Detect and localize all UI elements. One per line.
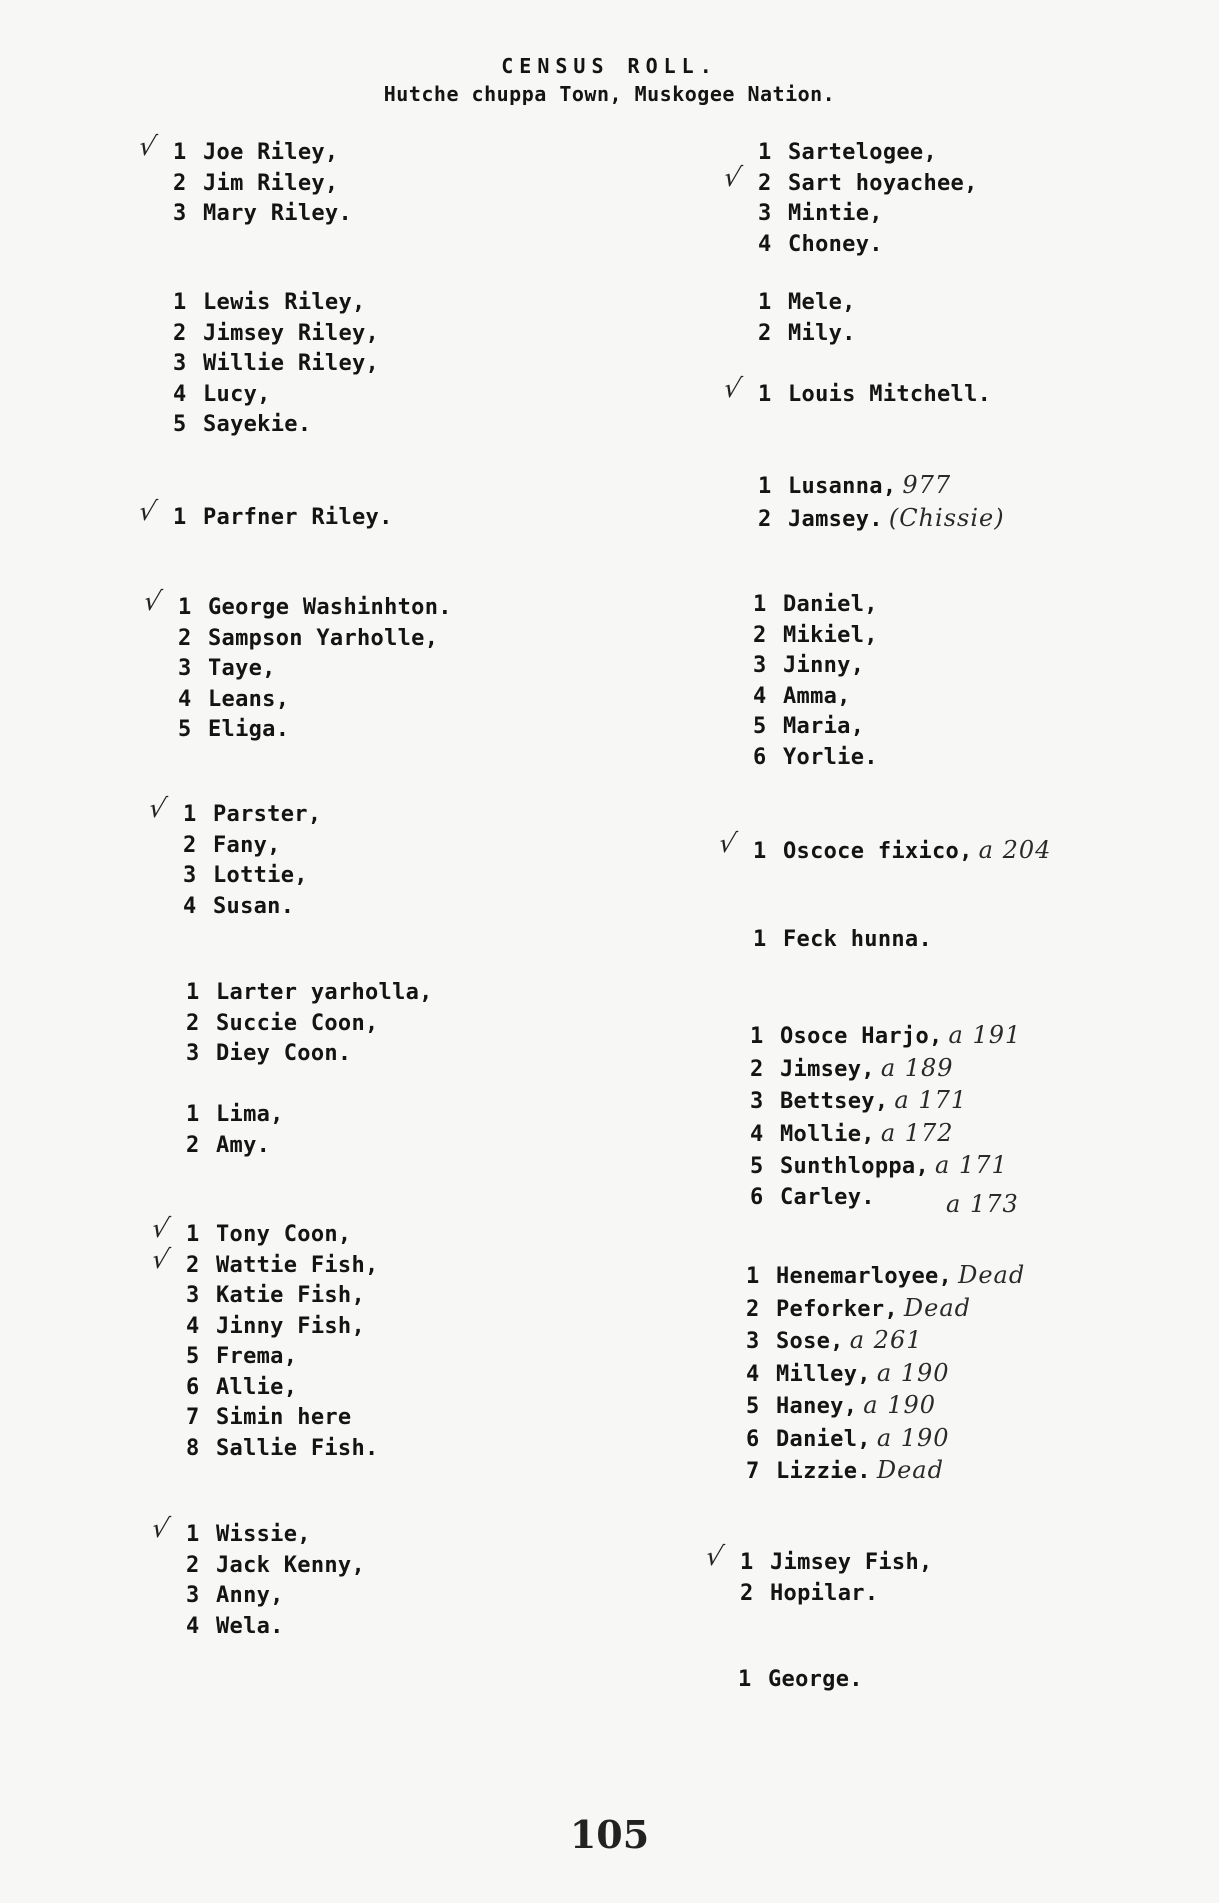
entry-name: Hopilar. bbox=[770, 1580, 879, 1606]
entry-number: 5 bbox=[746, 1394, 760, 1419]
roll-entry bbox=[715, 829, 1052, 868]
roll-entry bbox=[186, 1342, 379, 1373]
document-title: CENSUS ROLL. bbox=[501, 54, 718, 78]
entry-number: 1 bbox=[746, 1264, 760, 1289]
name-group bbox=[750, 1020, 1022, 1218]
handwritten-note: Dead bbox=[876, 1456, 944, 1484]
entry-name: Jinny Fish, bbox=[216, 1313, 365, 1339]
entry-name: Sallie Fish. bbox=[216, 1435, 379, 1461]
handwritten-note: 977 bbox=[902, 471, 952, 499]
entry-number: 3 bbox=[183, 863, 197, 888]
check-mark-icon: √ bbox=[145, 794, 170, 824]
handwritten-note: a 190 bbox=[876, 1423, 950, 1452]
roll-entry bbox=[186, 1551, 365, 1582]
roll-entry bbox=[740, 1579, 933, 1610]
roll-entry bbox=[135, 497, 393, 534]
entry-number: 6 bbox=[746, 1426, 760, 1452]
entry-name: Oscoce fixico, bbox=[783, 839, 973, 864]
handwritten-note: a 189 bbox=[880, 1053, 954, 1082]
entry-name: Lizzie. bbox=[776, 1459, 871, 1484]
document-header bbox=[0, 52, 1219, 108]
entry-name: Lima, bbox=[216, 1102, 284, 1127]
entry-number: 2 bbox=[186, 1552, 200, 1578]
entry-name: Lucy, bbox=[203, 381, 271, 407]
roll-entry bbox=[750, 1020, 1021, 1053]
entry-name: Leans, bbox=[208, 686, 290, 712]
roll-entry bbox=[183, 831, 321, 862]
document-subtitle: Hutche chuppa Town, Muskogee Nation. bbox=[383, 82, 836, 106]
entry-number: 6 bbox=[186, 1374, 200, 1400]
entry-number: 1 bbox=[753, 839, 767, 864]
entry-number: 5 bbox=[173, 412, 187, 437]
handwritten-note: (Chissie) bbox=[888, 503, 1005, 532]
handwritten-note: a 190 bbox=[863, 1391, 937, 1419]
name-group bbox=[738, 1665, 863, 1696]
entry-name: Sampson Yarholle, bbox=[208, 625, 439, 651]
entry-name: Wissie, bbox=[216, 1522, 311, 1547]
entry-name: Wela. bbox=[216, 1613, 284, 1639]
entry-name: Daniel, bbox=[783, 592, 878, 617]
roll-entry bbox=[758, 138, 978, 169]
entry-number: 1 bbox=[173, 140, 187, 165]
roll-entry bbox=[750, 1150, 1021, 1183]
entry-number: 1 bbox=[753, 927, 767, 952]
name-group bbox=[753, 925, 932, 956]
entry-name: Anny, bbox=[216, 1583, 284, 1608]
roll-entry bbox=[173, 199, 352, 230]
entry-number: 3 bbox=[173, 201, 187, 226]
entry-name: Carley. bbox=[780, 1184, 875, 1210]
entry-name: Parster, bbox=[213, 802, 322, 827]
entry-name: Milley, bbox=[776, 1361, 871, 1387]
roll-entry bbox=[173, 288, 379, 319]
entry-name: Peforker, bbox=[776, 1296, 898, 1322]
entry-number: 1 bbox=[758, 140, 772, 165]
entry-name: Lusanna, bbox=[788, 474, 897, 499]
entry-name: Sartelogee, bbox=[788, 140, 937, 165]
roll-entry bbox=[148, 1244, 379, 1282]
entry-number: 2 bbox=[758, 170, 772, 196]
name-group bbox=[753, 590, 878, 773]
name-group bbox=[715, 829, 1052, 868]
roll-entry bbox=[173, 380, 379, 411]
roll-entry bbox=[746, 1293, 1025, 1326]
roll-entry bbox=[183, 861, 321, 892]
roll-entry bbox=[753, 743, 878, 774]
entry-number: 4 bbox=[183, 893, 197, 919]
entry-number: 4 bbox=[186, 1613, 200, 1639]
entry-number: 7 bbox=[186, 1405, 200, 1430]
entry-number: 3 bbox=[173, 351, 187, 376]
entry-name: Jim Riley, bbox=[203, 170, 339, 196]
roll-entry bbox=[746, 1358, 1025, 1391]
entry-name: Jinny, bbox=[783, 653, 865, 678]
roll-entry bbox=[746, 1390, 1025, 1423]
entry-number: 3 bbox=[186, 1583, 200, 1608]
entry-number: 1 bbox=[750, 1024, 764, 1049]
entry-name: Frema, bbox=[216, 1344, 298, 1369]
entry-name: Joe Riley, bbox=[203, 140, 339, 165]
entry-number: 4 bbox=[173, 381, 187, 407]
roll-entry bbox=[135, 132, 352, 169]
entry-number: 2 bbox=[173, 320, 187, 346]
entry-number: 1 bbox=[173, 505, 187, 530]
entry-number: 4 bbox=[746, 1361, 760, 1387]
entry-name: Mikiel, bbox=[783, 622, 878, 648]
entry-name: Amy. bbox=[216, 1132, 271, 1158]
roll-entry bbox=[746, 1423, 1025, 1456]
roll-entry bbox=[173, 410, 379, 441]
entry-name: Simin here bbox=[216, 1405, 352, 1430]
entry-name: Jamsey. bbox=[788, 506, 883, 532]
entry-name: Yorlie. bbox=[783, 744, 878, 770]
name-group bbox=[173, 288, 379, 441]
entry-name: Henemarloyee, bbox=[776, 1264, 953, 1289]
name-group bbox=[720, 374, 992, 411]
entry-name: Jack Kenny, bbox=[216, 1552, 365, 1578]
roll-entry bbox=[738, 1665, 863, 1696]
entry-name: Osoce Harjo, bbox=[780, 1024, 943, 1049]
entry-number: 2 bbox=[183, 832, 197, 858]
roll-entry bbox=[750, 1183, 1021, 1218]
entry-name: Louis Mitchell. bbox=[788, 382, 992, 407]
roll-entry bbox=[186, 1312, 379, 1343]
entry-name: Daniel, bbox=[776, 1426, 871, 1452]
entry-name: Sart hoyachee, bbox=[788, 170, 978, 196]
entry-number: 1 bbox=[758, 290, 772, 315]
handwritten-note: a 172 bbox=[880, 1118, 954, 1147]
name-group bbox=[746, 1260, 1025, 1488]
entry-number: 2 bbox=[186, 1010, 200, 1036]
entry-name: Mele, bbox=[788, 290, 856, 315]
entry-name: Maria, bbox=[783, 714, 865, 739]
entry-number: 1 bbox=[740, 1550, 754, 1575]
roll-entry bbox=[720, 374, 992, 411]
roll-entry bbox=[758, 470, 1005, 503]
entry-name: Eliga. bbox=[208, 717, 290, 742]
roll-entry bbox=[758, 319, 856, 350]
entry-number: 1 bbox=[758, 382, 772, 407]
entry-number: 6 bbox=[753, 744, 767, 770]
roll-entry bbox=[173, 169, 352, 200]
check-mark-icon: √ bbox=[702, 1542, 727, 1572]
check-mark-icon: √ bbox=[135, 132, 160, 162]
check-mark-icon: √ bbox=[148, 1514, 173, 1544]
entry-number: 2 bbox=[758, 320, 772, 346]
handwritten-note: a 261 bbox=[849, 1326, 923, 1354]
name-group bbox=[758, 470, 1005, 535]
roll-entry bbox=[753, 682, 878, 713]
name-group bbox=[720, 138, 978, 260]
entry-name: Taye, bbox=[208, 656, 276, 681]
entry-number: 4 bbox=[178, 686, 192, 712]
entry-name: Succie Coon, bbox=[216, 1010, 379, 1036]
roll-entry bbox=[753, 925, 932, 956]
entry-number: 2 bbox=[186, 1252, 200, 1278]
entry-number: 1 bbox=[178, 595, 192, 620]
entry-number: 4 bbox=[750, 1121, 764, 1147]
entry-number: 3 bbox=[746, 1329, 760, 1354]
roll-entry bbox=[746, 1455, 1025, 1488]
entry-number: 3 bbox=[178, 656, 192, 681]
roll-entry bbox=[758, 288, 856, 319]
name-group bbox=[702, 1542, 933, 1609]
entry-name: Lottie, bbox=[213, 863, 308, 888]
entry-name: Choney. bbox=[788, 231, 883, 257]
roll-entry bbox=[186, 978, 433, 1009]
entry-number: 1 bbox=[183, 802, 197, 827]
entry-number: 3 bbox=[753, 653, 767, 678]
entry-name: Fany, bbox=[213, 832, 281, 858]
entry-name: Amma, bbox=[783, 683, 851, 709]
roll-entry bbox=[746, 1325, 1025, 1358]
roll-entry bbox=[753, 712, 878, 743]
roll-entry bbox=[746, 1260, 1025, 1293]
name-group bbox=[186, 1100, 284, 1161]
roll-entry bbox=[145, 794, 322, 831]
entry-number: 5 bbox=[186, 1344, 200, 1369]
entry-name: Feck hunna. bbox=[783, 927, 932, 952]
name-group bbox=[140, 587, 452, 746]
roll-entry bbox=[186, 1373, 379, 1404]
roll-entry bbox=[750, 1085, 1021, 1118]
entry-number: 5 bbox=[178, 717, 192, 742]
entry-name: Haney, bbox=[776, 1394, 858, 1419]
check-mark-icon: √ bbox=[720, 162, 745, 193]
entry-name: Sose, bbox=[776, 1329, 844, 1354]
check-mark-icon: √ bbox=[148, 1244, 173, 1275]
entry-name: Bettsey, bbox=[780, 1089, 889, 1114]
roll-entry bbox=[758, 230, 978, 261]
entry-number: 6 bbox=[750, 1184, 764, 1210]
roll-entry bbox=[753, 590, 878, 621]
entry-name: George Washinhton. bbox=[208, 595, 452, 620]
roll-entry bbox=[148, 1514, 365, 1551]
roll-entry bbox=[186, 1612, 365, 1643]
roll-entry bbox=[186, 1581, 365, 1612]
entry-number: 5 bbox=[750, 1154, 764, 1179]
entry-number: 5 bbox=[753, 714, 767, 739]
entry-number: 1 bbox=[738, 1667, 752, 1692]
roll-entry bbox=[758, 199, 978, 230]
roll-entry bbox=[758, 503, 1005, 536]
entry-name: Jimsey Fish, bbox=[770, 1550, 933, 1575]
entry-number: 3 bbox=[750, 1089, 764, 1114]
entry-number: 2 bbox=[186, 1132, 200, 1158]
handwritten-note: Dead bbox=[903, 1293, 972, 1322]
entry-name: Diey Coon. bbox=[216, 1041, 352, 1066]
roll-entry bbox=[753, 621, 878, 652]
handwritten-note: a 171 bbox=[894, 1086, 968, 1114]
roll-entry bbox=[750, 1053, 1021, 1086]
entry-number: 2 bbox=[173, 170, 187, 196]
roll-entry bbox=[178, 715, 452, 746]
entry-name: Mintie, bbox=[788, 201, 883, 226]
handwritten-note: a 191 bbox=[948, 1021, 1022, 1049]
page-number: 105 bbox=[569, 1812, 650, 1857]
name-group bbox=[145, 794, 322, 922]
roll-entry bbox=[186, 1039, 433, 1070]
entry-name: Sunthloppa, bbox=[780, 1154, 929, 1179]
roll-entry bbox=[178, 654, 452, 685]
entry-number: 3 bbox=[758, 201, 772, 226]
entry-number: 1 bbox=[758, 474, 772, 499]
name-group bbox=[148, 1514, 365, 1642]
roll-entry bbox=[186, 1403, 379, 1434]
check-mark-icon: √ bbox=[148, 1214, 173, 1244]
entry-name: Tony Coon, bbox=[216, 1222, 352, 1247]
name-group bbox=[135, 497, 393, 534]
entry-number: 4 bbox=[753, 683, 767, 709]
entry-number: 2 bbox=[746, 1296, 760, 1322]
roll-entry bbox=[720, 162, 978, 200]
entry-number: 1 bbox=[753, 592, 767, 617]
entry-number: 3 bbox=[186, 1283, 200, 1308]
entry-number: 3 bbox=[186, 1041, 200, 1066]
entry-name: Sayekie. bbox=[203, 412, 312, 437]
roll-entry bbox=[140, 587, 452, 624]
entry-number: 2 bbox=[753, 622, 767, 648]
roll-entry bbox=[148, 1214, 379, 1251]
entry-name: Allie, bbox=[216, 1374, 298, 1400]
roll-entry bbox=[186, 1434, 379, 1465]
check-mark-icon: √ bbox=[135, 497, 160, 527]
handwritten-note: a 190 bbox=[876, 1358, 950, 1387]
entry-name: Willie Riley, bbox=[203, 351, 380, 376]
check-mark-icon: √ bbox=[720, 374, 745, 404]
entry-name: Jimsey Riley, bbox=[203, 320, 380, 346]
entry-number: 1 bbox=[186, 980, 200, 1005]
roll-entry bbox=[183, 892, 321, 923]
entry-name: Wattie Fish, bbox=[216, 1252, 379, 1278]
name-group bbox=[186, 978, 433, 1070]
handwritten-note: a 204 bbox=[978, 836, 1052, 864]
entry-name: George. bbox=[768, 1667, 863, 1692]
entry-number: 1 bbox=[173, 290, 187, 315]
entry-name: Lewis Riley, bbox=[203, 290, 366, 315]
entry-name: Mary Riley. bbox=[203, 201, 352, 226]
entry-number: 4 bbox=[758, 231, 772, 257]
roll-entry bbox=[173, 349, 379, 380]
entry-name: Larter yarholla, bbox=[216, 980, 433, 1005]
roll-entry bbox=[186, 1281, 379, 1312]
roll-entry bbox=[702, 1542, 933, 1579]
roll-entry bbox=[186, 1131, 284, 1162]
roll-entry bbox=[753, 651, 878, 682]
roll-entry bbox=[178, 624, 452, 655]
roll-entry bbox=[178, 685, 452, 716]
roll-entry bbox=[186, 1009, 433, 1040]
entry-name: Jimsey, bbox=[780, 1056, 875, 1082]
entry-name: Mollie, bbox=[780, 1121, 875, 1147]
roll-entry bbox=[750, 1118, 1021, 1151]
entry-name: Mily. bbox=[788, 320, 856, 346]
entry-number: 8 bbox=[186, 1435, 200, 1461]
handwritten-note: Dead bbox=[958, 1261, 1026, 1289]
entry-name: Katie Fish, bbox=[216, 1283, 365, 1308]
entry-number: 1 bbox=[186, 1522, 200, 1547]
check-mark-icon: √ bbox=[715, 829, 740, 859]
roll-entry bbox=[186, 1100, 284, 1131]
handwritten-note: a 173 bbox=[946, 1189, 1019, 1218]
handwritten-note: a 171 bbox=[935, 1151, 1008, 1179]
entry-number: 4 bbox=[186, 1313, 200, 1339]
entry-number: 7 bbox=[746, 1459, 760, 1484]
entry-number: 1 bbox=[186, 1102, 200, 1127]
entry-number: 1 bbox=[186, 1222, 200, 1247]
check-mark-icon: √ bbox=[140, 587, 165, 617]
entry-name: Susan. bbox=[213, 893, 295, 919]
roll-entry bbox=[173, 319, 379, 350]
entry-name: Parfner Riley. bbox=[203, 505, 393, 530]
entry-number: 2 bbox=[178, 625, 192, 651]
name-group bbox=[148, 1214, 379, 1464]
entry-number: 2 bbox=[758, 506, 772, 532]
name-group bbox=[135, 132, 352, 230]
entry-number: 2 bbox=[750, 1056, 764, 1082]
name-group bbox=[758, 288, 856, 349]
entry-number: 2 bbox=[740, 1580, 754, 1606]
